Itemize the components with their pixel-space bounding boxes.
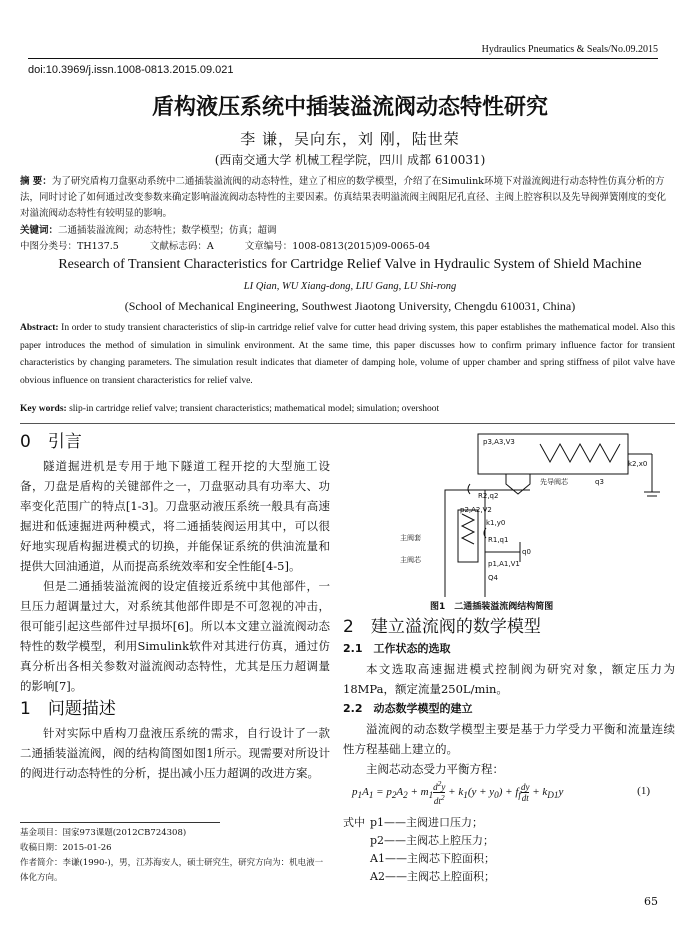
footnote-received: 收稿日期：2015-01-26: [20, 843, 112, 853]
label-k2: k2,x0: [628, 460, 648, 468]
label-r1: R1,q1: [488, 536, 509, 544]
authors-cn: 李 谦，吴向东，刘 刚，陆世荣: [240, 130, 460, 148]
figure-1-caption: 图1 二通插装溢流阀结构简图: [430, 602, 554, 612]
document-code: 文献标志码：A: [149, 241, 214, 252]
subsection-2-2: 2.2 动态数学模型的建立: [343, 702, 473, 715]
title-cn: 盾构液压系统中插装溢流阀动态特性研究: [151, 95, 548, 120]
abstract-cn: [20, 174, 675, 222]
clc-number: 中图分类号：TH137.5: [20, 241, 119, 252]
label-q4: Q4: [488, 574, 498, 582]
subsection-2-1: 2.1 工作状态的选取: [343, 642, 451, 655]
equation-1-body: $p_1A_1 = p_2A_2 + m_1$ $\frac{d^2y}{dt^2}$ + $k_1(y + y_0) + f_f$ $\frac{dy}{dt}$ + $k_{D1}y$: [352, 779, 564, 806]
keywords-en-text: slip-in cartridge relief valve; transient characteristics; mathematical model; simulation; overshoot: [69, 404, 440, 414]
article-meta: [20, 238, 458, 252]
variable-a1: A1——主阀芯下腔面积；: [370, 852, 495, 865]
keywords-cn-label: 关键词：: [20, 225, 59, 236]
footnote-fund: 基金项目：国家973课题(2012CB724308): [20, 828, 187, 838]
section-rule: [20, 423, 675, 424]
pilot-poppet: [506, 474, 530, 494]
section-2-heading: 2 建立溢流阀的数学模型: [343, 617, 541, 637]
keywords-cn: [20, 222, 675, 236]
label-main-core: 主阀芯: [400, 556, 421, 564]
variable-p1: p1——主阀进口压力；: [370, 816, 484, 829]
where-label: 式中: [343, 816, 365, 829]
problem-paragraph: 针对实际中盾构刀盘液压系统的需求，自行设计了一款二通插装溢流阀，阀的结构简图如图1所示。现需要对所设计的阀进行动态特性的分析，提出减小压力超调的改进方案。: [20, 726, 330, 780]
affiliation-cn: (西南交通大学 机械工程学院，四川 成都 610031): [214, 153, 486, 167]
paragraph-2-2: 溢流阀的动态数学模型主要是基于力学受力平衡和流量连续性方程基础上建立的。: [343, 722, 675, 756]
page-number: 65: [644, 895, 658, 908]
abstract-en-label: Abstract:: [20, 323, 59, 333]
label-k1: k1,y0: [486, 519, 506, 527]
footnotes: [20, 826, 325, 886]
section-1-heading: 1 问题描述: [20, 699, 116, 719]
label-main-sleeve: 主阀套: [400, 534, 421, 542]
doi: doi:10.3969/j.issn.1008-0813.2015.09.021: [28, 64, 234, 76]
footnote-rule: [20, 822, 220, 823]
pilot-spring: [540, 444, 620, 462]
keywords-cn-text: 二通插装溢流阀；动态特性；数学模型；仿真；超调: [58, 225, 277, 236]
equation-1: [352, 779, 672, 806]
label-p1: p1,A1,V1: [488, 560, 520, 568]
section-0-heading: 0 引言: [20, 432, 82, 452]
label-p3: p3,A3,V3: [483, 438, 515, 446]
paragraph-2-3: 主阀芯动态受力平衡方程：: [366, 762, 504, 776]
header-rule: [28, 58, 658, 59]
paragraph-2-1: 本文选取高速掘进模式控制阀为研究对象，额定压力为18MPa，额定流量250L/min。: [343, 662, 675, 696]
equation-1-number: (1): [637, 785, 650, 797]
abstract-en: [20, 320, 675, 390]
abstract-cn-text: 为了研究盾构刀盘驱动系统中二通插装溢流阀的动态特性，建立了相应的数学模型，介绍了在Simulink环境下对溢流阀进行动态特性仿真分析的方法，同时讨论了如何通过改变参数来确定影响溢流阀动态特性的主要因素。仿真结果表明溢流阀主阀阻尼孔直径、主阀上腔容积以及先导阀弹簧刚度的变化对溢流阀动态特性有较明显的影响。: [20, 176, 667, 219]
intro-paragraph-1: 隧道掘进机是专用于地下隧道工程开挖的大型施工设备，刀盘是盾构的关键部件之一，刀盘驱动具有功率大、功率变化范围广的特点[1-3]。刀盘驱动液压系统一般具有高速掘进和低速掘进两种模式，将二通插装阀运用其中，可以很好地实现盾构掘进模式的切换，并能保证系统的供油流量和提供大回油通道，从而提高系统效率和安全性能[4-5]。: [20, 459, 330, 573]
figure-1-diagram: [390, 432, 680, 597]
variable-list: [370, 814, 495, 886]
title-en: Research of Transient Characteristics for Cartridge Relief Valve in Hydraulic System of Shield Machine: [58, 257, 642, 272]
main-spring: [462, 514, 474, 544]
abstract-en-text: In order to study transient characteristics of slip-in cartridge relief valve for cutter head driving system, this paper establishes the mathematical model. Also this paper introduces the method of simulation in simulink environment. At the same time, this paper discusses how to confirm primary influence factor for transient characteristics by changing parameters. The simulation result indicates that diameter of damping hole, volume of upper chamber and spring stiffness of pilot valve have obvious influence on transient characteristics for relief valve.: [20, 323, 675, 386]
keywords-en: [20, 404, 675, 414]
footnote-author: 作者简介：李谦(1990-)，男，江苏海安人，硕士研究生，研究方向为：机电液一体化方向。: [20, 858, 324, 883]
article-number: 文章编号：1008-0813(2015)09-0065-04: [244, 241, 431, 252]
abstract-cn-label: 摘 要：: [20, 176, 52, 187]
right-column: [343, 617, 675, 779]
variable-a2: A2——主阀芯上腔面积；: [370, 870, 495, 883]
label-pilot-core: 先导阀芯: [540, 478, 568, 486]
left-column: [20, 432, 330, 783]
authors-en: LI Qian, WU Xiang-dong, LIU Gang, LU Shi-rong: [243, 281, 457, 292]
label-q0: q0: [522, 548, 531, 556]
main-spool: [458, 510, 478, 562]
affiliation-en: (School of Mechanical Engineering, Southwest Jiaotong University, Chengdu 610031, China): [124, 299, 576, 313]
keywords-en-label: Key words:: [20, 404, 67, 414]
label-r2: R2,q2: [478, 492, 499, 500]
journal-header: Hydraulics Pneumatics & Seals/No.09.2015: [481, 44, 658, 55]
label-q3: q3: [595, 478, 604, 486]
intro-paragraph-2: 但是二通插装溢流阀的设定值接近系统中其他部件，一旦压力超调量过大，对系统其他部件即是不可忽视的冲击，很可能引起这些部件过早损坏[6]。所以本文建立溢流阀动态特性的数学模型，利用Simulink软件对其进行仿真，通过仿真分析出各相关参数对溢流阀动态特性，尤其是压力超调量的影响[7]。: [20, 579, 330, 693]
variable-p2: p2——主阀芯上腔压力；: [370, 834, 495, 847]
label-p2: p2,A2,V2: [460, 506, 492, 514]
